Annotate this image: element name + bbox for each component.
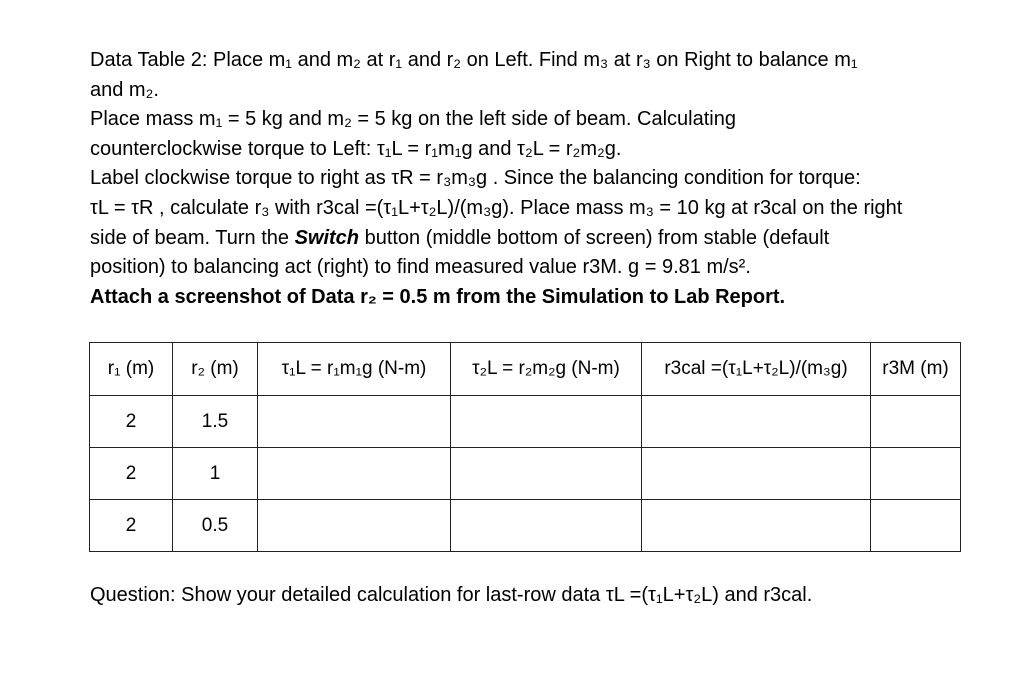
header-r1: r₁ (m) (90, 343, 173, 396)
instruction-line-7-start: side of beam. Turn the (90, 226, 295, 249)
cell-r3m[interactable] (871, 396, 961, 448)
cell-r3cal[interactable] (642, 500, 871, 552)
header-tau1l: τ₁L = r₁m₁g (N-m) (258, 343, 451, 396)
instruction-line-6: τL = τR , calculate r₃ with r3cal =(τ₁L+τ₂L)/(m₃g). Place mass m₃ = 10 kg at r3cal on the right (90, 196, 903, 219)
instruction-line-8: position) to balancing act (right) to find measured value r3M. g = 9.81 m/s². (90, 256, 751, 279)
cell-tau2l[interactable] (451, 500, 642, 552)
header-tau2l: τ₂L = r₂m₂g (N-m) (451, 343, 642, 396)
cell-r3cal[interactable] (642, 448, 871, 500)
question-text: Question: Show your detailed calculation for last-row data τL =(τ₁L+τ₂L) and r3cal. (90, 584, 813, 606)
cell-r2: 1 (173, 448, 258, 500)
instruction-line-4: counterclockwise torque to Left: τ₁L = r₁m₁g and τ₂L = r₂m₂g. (90, 137, 622, 160)
header-r3cal: r3cal =(τ₁L+τ₂L)/(m₃g) (642, 343, 871, 396)
instruction-line-7 (90, 224, 970, 254)
cell-r2: 1.5 (173, 396, 258, 448)
header-r2: r₂ (m) (173, 343, 258, 396)
cell-tau2l[interactable] (451, 448, 642, 500)
data-table-2 (89, 342, 961, 552)
cell-tau1l[interactable] (258, 396, 451, 448)
cell-r2: 0.5 (173, 500, 258, 552)
table-header-row (90, 343, 961, 396)
instruction-line-7-end: button (middle bottom of screen) from stable (default (359, 226, 830, 249)
cell-r1: 2 (90, 500, 173, 552)
cell-r3cal[interactable] (642, 396, 871, 448)
cell-tau1l[interactable] (258, 500, 451, 552)
table-row (90, 448, 961, 500)
table-row (90, 500, 961, 552)
cell-tau1l[interactable] (258, 448, 451, 500)
cell-r3m[interactable] (871, 448, 961, 500)
instruction-line-3: Place mass m₁ = 5 kg and m₂ = 5 kg on the left side of beam. Calculating (90, 108, 736, 131)
cell-r1: 2 (90, 396, 173, 448)
attach-screenshot-instruction: Attach a screenshot of Data r₂ = 0.5 m from the Simulation to Lab Report. (90, 285, 786, 308)
header-r3m: r3M (m) (871, 343, 961, 396)
instruction-line-1: Data Table 2: Place m₁ and m₂ at r₁ and r₂ on Left. Find m₃ at r₃ on Right to balance m₁ (90, 49, 858, 71)
cell-r1: 2 (90, 448, 173, 500)
cell-r3m[interactable] (871, 500, 961, 552)
cell-tau2l[interactable] (451, 396, 642, 448)
switch-keyword: Switch (294, 226, 360, 249)
table-row (90, 396, 961, 448)
document-body (90, 46, 970, 312)
instructions-paragraph (90, 46, 970, 312)
instruction-line-2: and m₂. (90, 78, 159, 101)
instruction-line-5: Label clockwise torque to right as τR = r₃m₃g . Since the balancing condition for torque: (90, 167, 861, 190)
